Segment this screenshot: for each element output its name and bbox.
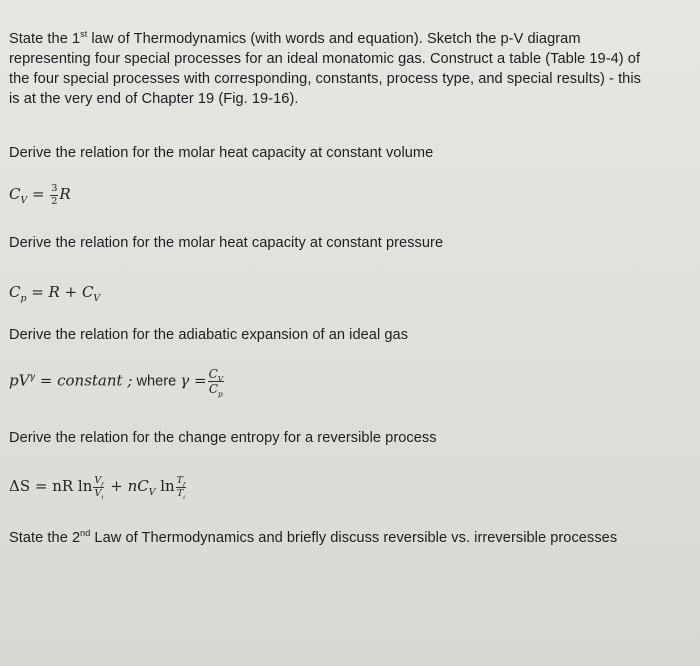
prompt-molar-heat-pressure: Derive the relation for the molar heat capacity at constant pressure [9, 235, 444, 251]
eq-ent-t-den [176, 488, 187, 499]
eq-ent-tf: T [176, 475, 184, 486]
eq-ad-den-sub: p [218, 389, 223, 399]
eq-ent-t-fraction [176, 475, 187, 501]
eq-ent-mid: + nC [105, 477, 149, 495]
equation-adiabatic [9, 367, 225, 399]
eq-ad-gamma-exp: γ [29, 371, 35, 383]
eq-cv-lhs-sub: V [20, 195, 28, 206]
second-law-sup: nd [80, 528, 91, 539]
eq-cp-tail-sub: V [93, 293, 101, 304]
eq-ad-where: where [132, 373, 181, 390]
eq-ent-tf-sub: f [183, 481, 186, 488]
equation-entropy [9, 475, 187, 501]
eq-ad-frac-num [208, 368, 225, 382]
eq-ent-v-num [93, 476, 104, 488]
eq-ent-ln: ln [155, 477, 175, 495]
eq-ad-frac-den [208, 382, 225, 399]
intro-line-4: is at the very end of Chapter 19 (Fig. 19-16). [9, 91, 299, 107]
eq-cp-lhs: C [9, 283, 21, 301]
eq-ad-gamma: γ = [180, 371, 207, 390]
eq-ent-vf-sub: f [101, 481, 104, 488]
eq-ent-vf: V [94, 475, 102, 486]
intro-line-2: representing four special processes for an ideal monatomic gas. Construct a table (Table 19-4) of [9, 51, 641, 67]
intro-line-3: the four special processes with corresponding, constants, process type, and special results) - this [9, 71, 641, 87]
intro-line-1-text: State the 1st law of Thermodynamics (with words and equation). Sketch the p-V diagram [9, 29, 581, 47]
eq-ent-v-den [93, 488, 104, 499]
eq-ad-pv: pV [9, 371, 30, 390]
eq-cv-op: = [27, 185, 50, 203]
second-law-pre: State the 2 [9, 530, 81, 546]
eq-ent-ti: T [176, 487, 184, 499]
equation-cv [9, 184, 71, 206]
eq-ent-vi: V [94, 487, 102, 499]
eq-cv-lhs: C [9, 185, 21, 203]
intro-line-1 [9, 29, 689, 49]
eq-ent-vi-sub: i [101, 494, 104, 501]
eq-ad-fraction [208, 367, 225, 399]
eq-cv-frac-num: 3 [51, 183, 58, 194]
eq-ent-mid-sub: V [148, 487, 156, 498]
eq-cv-fraction [50, 184, 58, 206]
eq-ent-ti-sub: i [183, 494, 186, 501]
eq-ent-v-fraction [93, 475, 104, 501]
eq-ad-const: = constant ; [35, 371, 133, 390]
eq-cv-rhs: R [59, 185, 71, 203]
eq-ent-t-num [176, 476, 187, 488]
eq-ad-num-sub: V [217, 374, 224, 384]
eq-cv-frac-den: 2 [51, 195, 58, 207]
prompt-adiabatic: Derive the relation for the adiabatic expansion of an ideal gas [9, 327, 409, 343]
intro-paragraph [9, 29, 689, 109]
prompt-entropy: Derive the relation for the change entropy for a reversible process [9, 430, 437, 446]
eq-ent-lhs: ΔS = nR ln [9, 477, 93, 495]
prompt-second-law [9, 528, 617, 548]
second-law-post: Law of Thermodynamics and briefly discuss reversible vs. irreversible processes [90, 530, 618, 546]
prompt-molar-heat-volume: Derive the relation for the molar heat capacity at constant volume [9, 145, 434, 161]
eq-ad-den: C [208, 382, 219, 396]
equation-cp [9, 283, 101, 304]
eq-cp-rhs: = R + C [26, 283, 94, 301]
eq-cp-lhs-sub: p [20, 293, 27, 304]
eq-ad-num: C [208, 367, 218, 381]
